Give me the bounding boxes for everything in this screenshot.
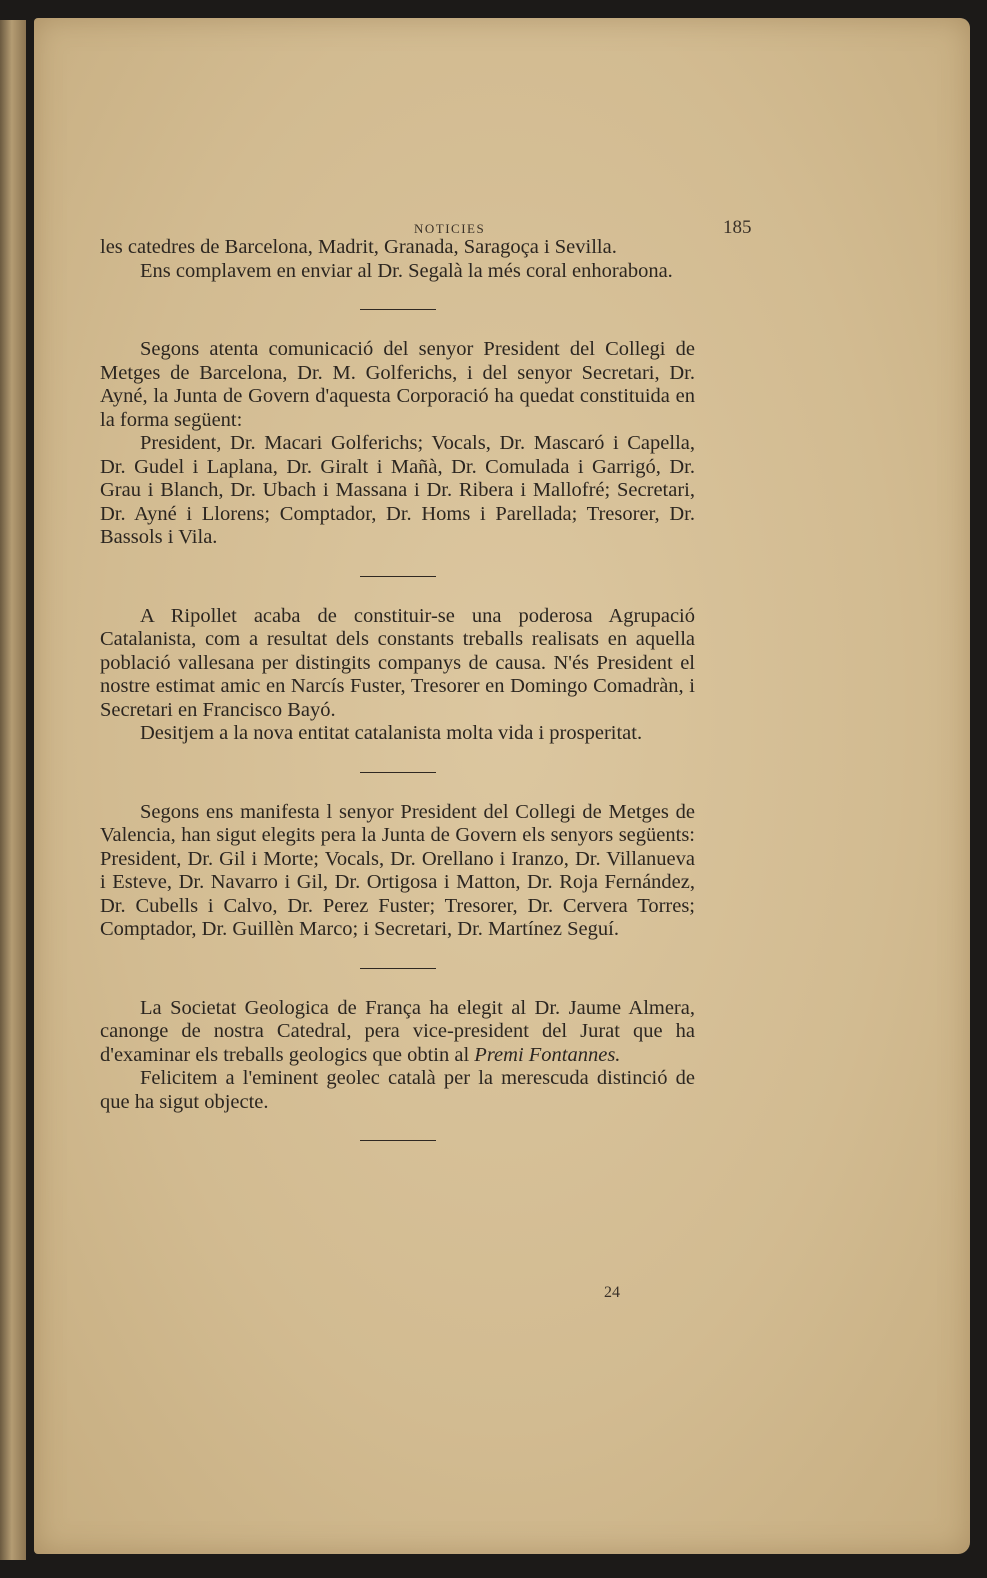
prize-title: Premi Fontannes. (474, 1043, 621, 1066)
paragraph: Felicitem a l'eminent geolec català per la merescuda distinció de que ha sigut objecte. (100, 1067, 695, 1113)
section-divider (360, 772, 436, 773)
section-divider (360, 968, 436, 969)
paragraph: Desitjem a la nova entitat catalanista molta vida i prosperitat. (140, 722, 643, 744)
running-head: NOTICIES (414, 221, 486, 236)
paragraph: Segons atenta comunicació del senyor President del Collegi de Metges de Barcelona, Dr. M. Golferichs, i del senyor Secretari, Dr. Ayné, la Junta de Govern d'aquesta Corporació ha quedat constituida en la forma següent: (100, 338, 695, 431)
section-divider (360, 576, 436, 577)
paragraph: les catedres de Barcelona, Madrit, Granada, Saragoça i Sevilla. (100, 236, 617, 258)
printer-signature-mark: 24 (604, 1284, 620, 1301)
paragraph: Segons ens manifesta l senyor President del Collegi de Metges de Valencia, han sigut elegits pera la Junta de Govern els senyors següents: President, Dr. Gil i Morte; Vocals, Dr. Orellano i Iranzo, Dr. Villanueva i Esteve, Dr. Navarro i Gil, Dr. Ortigosa i Matton, Dr. Roja Fernández, Dr. Cubells i Calvo, Dr. Perez Fuster; Tresorer, Dr. Cervera Torres; Comptador, Dr. Guillèn Marco; i Secretari, Dr. Martínez Seguí. (100, 800, 695, 940)
paragraph-text: La Societat Geologica de França ha elegit al Dr. Jaume Almera, canonge de nostra Catedral, pera vice-president del Jurat que ha d'examinar els treballs geologics que obtin al (100, 996, 695, 1066)
section-divider (360, 1140, 436, 1141)
adjacent-page-edge (0, 20, 26, 1560)
page-number: 185 (723, 217, 752, 238)
paragraph: Ens complavem en enviar al Dr. Segalà la més coral enhorabona. (140, 259, 673, 282)
paragraph (100, 997, 695, 1068)
section-divider (360, 309, 436, 310)
paragraph: President, Dr. Macari Golferichs; Vocals, Dr. Mascaró i Capella, Dr. Gudel i Laplana, Dr. Giralt i Mañà, Dr. Comulada i Garrigó, Dr. Grau i Blanch, Dr. Ubach i Massana i Dr. Ribera i Mallofré; Secretari, Dr. Ayné i Llorens; Comptador, Dr. Homs i Parellada; Tresorer, Dr. Bassols i Vila. (100, 432, 695, 548)
article-body (100, 236, 695, 1169)
paragraph: A Ripollet acaba de constituir-se una poderosa Agrupació Catalanista, com a resultat dels constants treballs realisats en aquella població vallesana per distingits companys de causa. N'és President el nostre estimat amic en Narcís Fuster, Tresorer en Domingo Comadràn, i Secretari en Francisco Bayó. (100, 604, 695, 721)
